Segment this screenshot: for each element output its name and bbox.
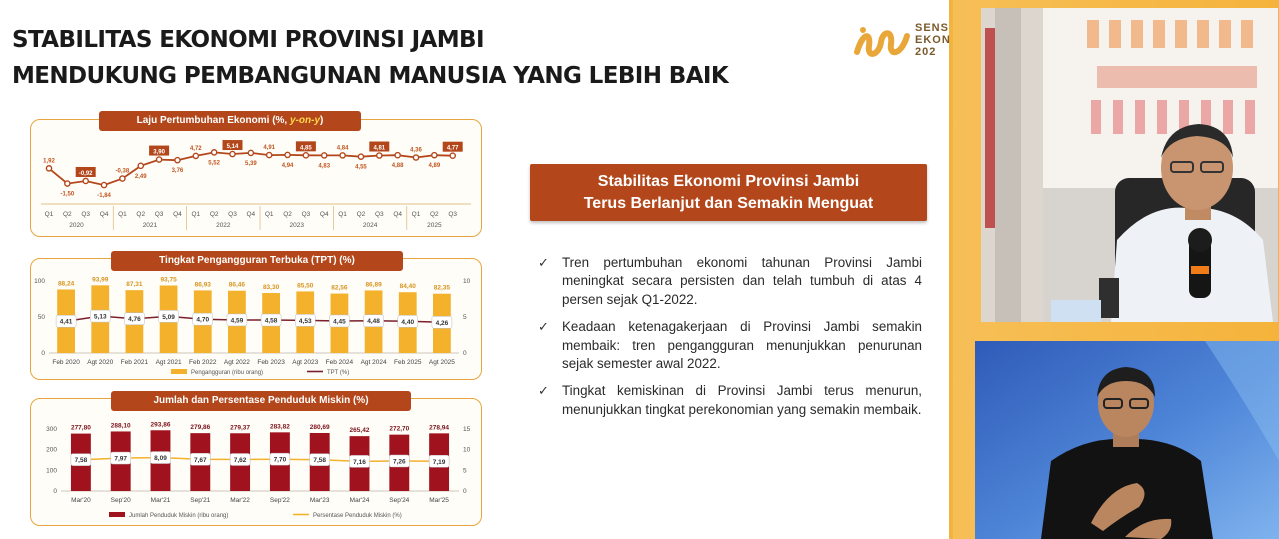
gdp-quarter-label-14: Q2 [283,211,292,218]
poverty-rate-label-10: 7,19 [432,458,446,466]
logo-text-line-2: EKON [915,34,951,46]
poverty-category-label-1: Mar'20 [71,497,91,504]
gdp-quarter-label-8: Q4 [173,211,182,218]
gdp-point-19 [377,153,382,158]
gdp-growth-title-prefix: Laju Pertumbuhan Ekonomi (%, [136,115,290,126]
poverty-category-label-3: Mar'21 [150,497,171,504]
tpt-category-label-12: Agt 2025 [428,359,455,366]
poverty-category-label-5: Mar'22 [230,497,250,504]
tpt-bar-value-5: 86,93 [194,281,211,289]
poverty-rate-label-6: 7,70 [273,456,287,464]
gdp-growth-chart [30,115,482,237]
tpt-bar-value-2: 93,99 [92,276,109,284]
poverty-legend-bar-swatch [109,512,125,517]
gdp-point-15 [303,153,308,158]
gdp-point-23 [450,153,455,158]
tpt-rate-label-8: 4,53 [298,317,312,325]
gdp-quarter-label-6: Q2 [136,211,146,218]
tpt-rate-label-3: 4,76 [128,316,141,324]
gdp-quarter-label-7: Q3 [154,211,164,218]
poverty-bar-value-7: 280,69 [309,423,330,431]
gdp-value-label-14: 4,94 [281,162,294,169]
gdp-value-label-4: -1,84 [97,193,111,200]
gdp-year-label-2020: 2020 [69,222,84,229]
poverty-left-tick-0: 0 [53,488,57,495]
sign-interpreter-video-tile[interactable] [975,341,1279,539]
poverty-bar-value-3: 293,86 [150,421,171,429]
logo-wordmark [915,22,951,58]
title-line-1: STABILITAS EKONOMI PROVINSI JAMBI [12,27,484,53]
poverty-rate-label-4: 7,67 [193,456,207,464]
key-points-list [538,254,922,428]
poverty-category-label-9: Sep'24 [389,497,410,504]
gdp-point-8 [175,158,180,163]
poverty-bar-value-1: 277,80 [70,424,91,432]
gdp-value-label-8: 3,76 [171,168,184,175]
tpt-right-tick-5: 5 [463,314,467,321]
poverty-right-tick-10: 10 [463,446,471,454]
tpt-bar-value-9: 82,56 [331,284,348,292]
tpt-category-label-3: Feb 2021 [120,359,149,366]
gdp-value-label-16: 4,83 [318,163,331,170]
poverty-category-label-4: Sep'21 [190,497,211,504]
gdp-quarter-label-15: Q3 [301,211,311,218]
gdp-quarter-label-5: Q1 [118,211,127,218]
gdp-quarter-label-1: Q1 [44,211,54,218]
logo-mark-icon [853,22,911,62]
poverty-legend-line-label: Persentase Penduduk Miskin (%) [313,513,402,519]
gdp-value-label-7: 3,90 [153,149,165,156]
tpt-category-label-2: Agt 2020 [87,359,114,366]
gdp-quarter-label-3: Q3 [81,211,91,218]
gdp-value-label-9: 4,72 [189,145,202,152]
page-title [12,22,728,94]
gdp-quarter-label-19: Q3 [374,211,384,218]
gdp-point-5 [120,176,125,181]
tpt-bar-value-7: 83,30 [262,284,280,292]
tpt-legend-bar-label: Pengangguran (ribu orang) [191,370,264,376]
summary-callout [530,164,927,221]
gdp-value-label-11: 5,14 [226,144,239,151]
tpt-right-tick-0: 0 [463,350,467,357]
poverty-left-tick-300: 300 [46,426,57,433]
gdp-growth-chart-plot [31,120,483,238]
tpt-category-label-8: Agt 2023 [292,359,319,366]
gdp-point-9 [193,153,198,158]
gdp-value-label-10: 5,52 [208,160,220,167]
tpt-rate-label-10: 4,48 [367,318,380,326]
gdp-point-10 [212,150,217,155]
gdp-point-12 [248,150,253,155]
tpt-bar-value-10: 86,89 [365,281,382,289]
gdp-growth-chart-title [99,111,361,131]
poverty-bar-value-2: 288,10 [110,422,131,430]
tpt-left-tick-100: 100 [34,278,45,285]
key-point-2 [538,318,922,373]
gdp-value-label-15: 4,85 [300,145,312,152]
poverty-right-tick-0: 0 [463,488,467,495]
logo-text-line-1: SENS [915,22,949,34]
gdp-growth-title-italic: y-on-y [290,115,320,126]
poverty-left-tick-100: 100 [46,467,57,475]
poverty-rate-label-5: 7,62 [233,457,247,465]
poverty-bar-value-8: 265,42 [349,427,370,435]
poverty-rate-label-7: 7,58 [313,457,327,465]
title-line-2: MENDUKUNG PEMBANGUNAN MANUSIA YANG LEBIH BAIK [12,63,729,89]
poverty-rate-label-3: 8,09 [154,455,167,463]
poverty-rate-label-1: 7,58 [74,457,88,465]
poverty-left-tick-200: 200 [46,446,57,454]
gdp-point-6 [138,163,143,168]
gdp-point-18 [358,154,363,159]
speaker-video-frame [981,8,1278,322]
poverty-category-label-2: Sep'20 [110,497,131,504]
gdp-year-label-2022: 2022 [216,222,231,229]
poverty-category-label-8: Mar'24 [349,497,370,504]
poverty-chart-title: Jumlah dan Persentase Penduduk Miskin (%) [111,391,411,411]
gdp-point-16 [322,153,327,158]
gdp-quarter-label-10: Q2 [209,211,219,218]
callout-line-1: Stabilitas Ekonomi Provinsi Jambi [597,173,860,190]
gdp-year-label-2024: 2024 [362,222,378,229]
gdp-year-label-2023: 2023 [289,222,304,229]
gdp-value-label-20: 4,88 [391,163,404,170]
gdp-value-label-21: 4,36 [410,147,422,154]
gdp-value-label-17: 4,84 [336,145,349,152]
tpt-bar-value-8: 85,50 [297,282,314,290]
tpt-bar-value-1: 88,24 [57,280,75,288]
gdp-value-label-13: 4,91 [263,145,276,152]
tpt-category-label-5: Feb 2022 [189,359,217,366]
gdp-quarter-label-9: Q1 [191,211,201,218]
tpt-rate-label-9: 4,45 [333,318,346,326]
gdp-value-label-5: -0,38 [115,168,130,175]
logo-text-line-3: 202 [915,46,937,58]
gdp-value-label-1: 1,92 [43,158,55,165]
poverty-bar-value-5: 279,37 [230,424,251,432]
tpt-category-label-11: Feb 2025 [394,359,422,366]
gdp-quarter-label-4: Q4 [99,211,109,218]
poverty-right-tick-15: 15 [463,426,471,433]
gdp-quarter-label-21: Q1 [411,211,421,218]
gdp-quarter-label-12: Q4 [246,211,256,218]
tpt-category-label-4: Agt 2021 [155,359,182,366]
speaker-video-tile[interactable] [981,8,1278,322]
tpt-bar-value-3: 87,31 [126,281,143,289]
tpt-legend-line-label: TPT (%) [327,370,350,376]
tpt-left-tick-0: 0 [41,350,45,357]
tpt-bar-value-12: 82,35 [433,284,451,292]
gdp-quarter-label-11: Q3 [228,211,237,218]
tpt-left-tick-50: 50 [37,314,45,321]
gdp-value-label-2: -1,50 [60,191,75,198]
callout-line-2: Terus Berlanjut dan Semakin Menguat [583,195,874,212]
gdp-quarter-label-2: Q2 [63,211,72,218]
check-icon: ✓ [538,383,549,399]
gdp-quarter-label-17: Q1 [338,211,347,218]
poverty-rate-label-2: 7,97 [114,455,128,463]
poverty-chart [30,395,482,526]
poverty-category-label-6: Sep'22 [269,497,290,504]
tpt-bar-value-11: 84,40 [399,283,416,291]
key-point-3-text: Tingkat kemiskinan di Provinsi Jambi terus menurun, menunjukkan tingkat perekonomian yang semakin membaik. [562,383,922,417]
tpt-category-label-10: Agt 2024 [360,359,387,366]
tpt-bar-value-6: 86,46 [228,281,246,289]
tpt-rate-label-2: 5,13 [93,313,107,321]
gdp-point-22 [432,153,437,158]
gdp-quarter-label-22: Q2 [430,211,439,218]
gdp-quarter-label-13: Q1 [264,211,274,218]
gdp-value-label-23: 4,77 [446,145,459,152]
unemployment-chart-title: Tingkat Pengangguran Terbuka (TPT) (%) [111,251,403,271]
gdp-value-label-18: 4,55 [355,164,367,171]
tpt-rate-label-6: 4,59 [230,317,244,325]
gdp-point-7 [157,157,162,162]
event-logo [853,20,953,66]
poverty-bar-value-9: 272,70 [389,425,410,433]
gdp-point-17 [340,153,345,158]
gdp-year-label-2025: 2025 [427,222,442,229]
unemployment-chart-plot [31,259,483,381]
gdp-point-21 [413,155,418,160]
tpt-bar-value-4: 93,75 [160,276,177,284]
gdp-point-14 [285,152,290,157]
gdp-quarter-label-18: Q2 [356,211,366,218]
gdp-value-label-22: 4,89 [428,163,441,170]
key-point-3 [538,382,922,419]
poverty-rate-label-9: 7,26 [392,458,406,466]
poverty-chart-plot [31,399,483,527]
poverty-bar-value-10: 278,94 [429,424,450,432]
gdp-value-label-6: 2,49 [134,173,147,180]
check-icon: ✓ [538,319,549,335]
gdp-quarter-label-20: Q4 [393,211,402,218]
poverty-legend-bar-label: Jumlah Penduduk Miskin (ribu orang) [129,513,229,519]
gdp-growth-title-suffix: ) [320,115,324,126]
key-point-1-text: Tren pertumbuhan ekonomi tahunan Provinsi Jambi meningkat secara persisten dan telah tumbuh di atas 4 persen sejak Q1-2022. [562,255,922,307]
gdp-point-20 [395,153,400,158]
tpt-right-tick-10: 10 [463,278,471,285]
gdp-quarter-label-23: Q3 [448,211,458,218]
poverty-bar-value-4: 279,86 [190,424,211,432]
tpt-rate-line [66,313,442,325]
poverty-category-label-10: Mar'25 [429,497,449,504]
tpt-rate-label-7: 4,58 [264,317,278,325]
key-point-1 [538,254,922,309]
poverty-right-tick-5: 5 [463,467,467,475]
tpt-rate-label-11: 4,40 [401,318,415,326]
gdp-year-label-2021: 2021 [142,222,158,229]
unemployment-chart [30,255,482,380]
gdp-point-3 [83,178,88,183]
tpt-rate-label-1: 4,41 [59,318,73,326]
gdp-point-13 [267,152,272,157]
gdp-value-label-12: 5,39 [245,160,257,167]
gdp-quarter-label-16: Q4 [319,211,329,218]
gdp-point-4 [101,182,106,187]
check-icon: ✓ [538,255,549,270]
tpt-rate-label-12: 4,26 [435,319,449,327]
gdp-value-label-3: -0,92 [78,170,93,177]
tpt-rate-label-4: 5,09 [162,313,175,321]
tpt-legend-bar-swatch [171,369,187,374]
tpt-category-label-6: Agt 2022 [223,359,250,366]
key-point-2-text: Keadaan ketenagakerjaan di Provinsi Jambi semakin membaik: tren pengangguran menunjukkan penurunan sejak semester awal 2022. [562,319,922,372]
poverty-bar-value-6: 283,82 [269,423,290,431]
gdp-point-11 [230,151,235,156]
poverty-category-label-7: Mar'23 [309,497,330,504]
tpt-category-label-1: Feb 2020 [52,359,80,366]
gdp-point-1 [46,166,51,171]
tpt-category-label-7: Feb 2023 [257,359,285,366]
gdp-value-label-19: 4,81 [373,145,386,152]
tpt-rate-label-5: 4,70 [196,316,210,324]
gdp-point-2 [65,181,70,186]
poverty-rate-label-8: 7,16 [353,458,366,466]
tpt-category-label-9: Feb 2024 [325,359,354,366]
sign-interpreter-video-frame [975,341,1279,539]
